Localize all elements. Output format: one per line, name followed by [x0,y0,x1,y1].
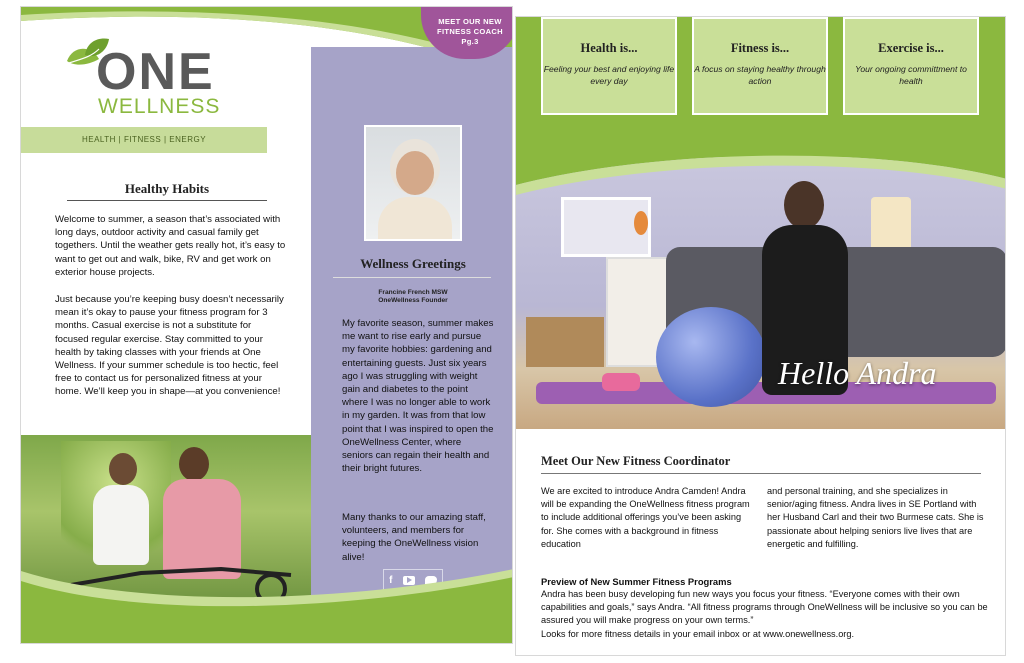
tulips [634,211,648,235]
healthy-habits-title: Healthy Habits [124,181,210,196]
divider [333,277,491,278]
preview-title: Preview of New Summer Fitness Programs [541,576,732,587]
article-column-1: We are excited to introduce Andra Camden! Andra will be expanding the OneWellness fitness program to include additional offerings you’ve been asking for. She comes with a background in fitness education [541,486,750,549]
wellness-greetings-title: Wellness Greetings [360,256,466,271]
basket [526,317,604,367]
tagline-bar: HEALTH | FITNESS | ENERGY [21,127,267,153]
dumbbells [602,373,640,391]
preview-text: Andra has been busy developing fun new ways you focus your fitness. “Everyone comes with their own capabilities and goals,” says Andra. “All fitness programs through OneWellness will be inclusive so you can be assured you will make progress on your own terms.” [541,589,988,626]
article-title: Meet Our New Fitness Coordinator [541,454,731,468]
health-is-box [541,17,677,115]
healthy-habits-paragraph-1: Welcome to summer, a season that’s associated with long days, outdoor activity and casual family get togethers. Until the weather gets really hot, it’s easy to want to get out and walk, bike, RV and get work on exterior house projects. [55,214,286,278]
facebook-icon[interactable]: f [389,574,393,586]
fitness-is-box [692,17,828,115]
founder-role: OneWellness Founder [378,297,448,304]
box-title: Exercise is... [878,41,944,55]
bottom-wave-decoration [21,569,513,644]
box-description: Feeling your best and enjoying life every day [543,64,675,86]
box-title: Health is... [580,41,638,55]
article-column-2: and personal training, and she specializes in senior/aging fitness. Andra lives in SE Portland with her Husband Carl and their two Burmese cats. She is passionate about helping seniors live lives that are energetic and fulfilling. [767,486,984,549]
logo-wellness: WELLNESS [98,95,221,118]
hello-andra-caption: Hello Andra [778,355,937,391]
founder-name: Francine French MSW [378,289,448,296]
exercise-is-box [843,17,979,115]
newsletter-page-left [20,6,513,644]
healthy-habits-paragraph-2: Just because you’re keeping busy doesn’t necessarily mean it’s okay to pause your fitness program for 3 months. Casual exercise is not a substitute for focused regular exercise. Stay committed to your health by taking classes with your friends at One Wellness. If your summer schedule is too hectic, feel free to contact us for personalized fitness at your home. We’ll keep you in shape—at you convenience! [55,294,284,398]
founder-portrait [364,125,462,241]
divider [67,200,267,201]
greetings-paragraph-2: Many thanks to our amazing staff, volunteers, and members for keeping the OneWellness vision alive! [342,512,486,563]
footer-text: Looks for more fitness details in your email inbox or at www.onewellness.org. [541,629,855,639]
greetings-paragraph-1: My favorite season, summer makes me want to rise early and pursue my favorite hobbies: gardening and entertaining guests. Just six years ago I was struggling with weight gain and diabetes to the point where I was no longer able to work in my garden. It was from that low point that I was inspired to open the OneWellness Center, where seniors can regain their health and their bright futures. [342,318,494,475]
exercise-ball [656,307,766,407]
box-description: Your ongoing committment to health [855,64,967,86]
newsletter-page-right [515,16,1006,656]
divider [541,473,981,474]
box-title: Fitness is... [730,41,790,55]
logo-one: ONE [96,43,215,101]
coach-badge-link[interactable]: MEET OUR NEW FITNESS COACH Pg.3 [421,6,513,59]
founder-byline [327,289,499,305]
arc-decoration [516,135,1006,205]
box-description: A focus on staying healthy through action [694,64,826,86]
